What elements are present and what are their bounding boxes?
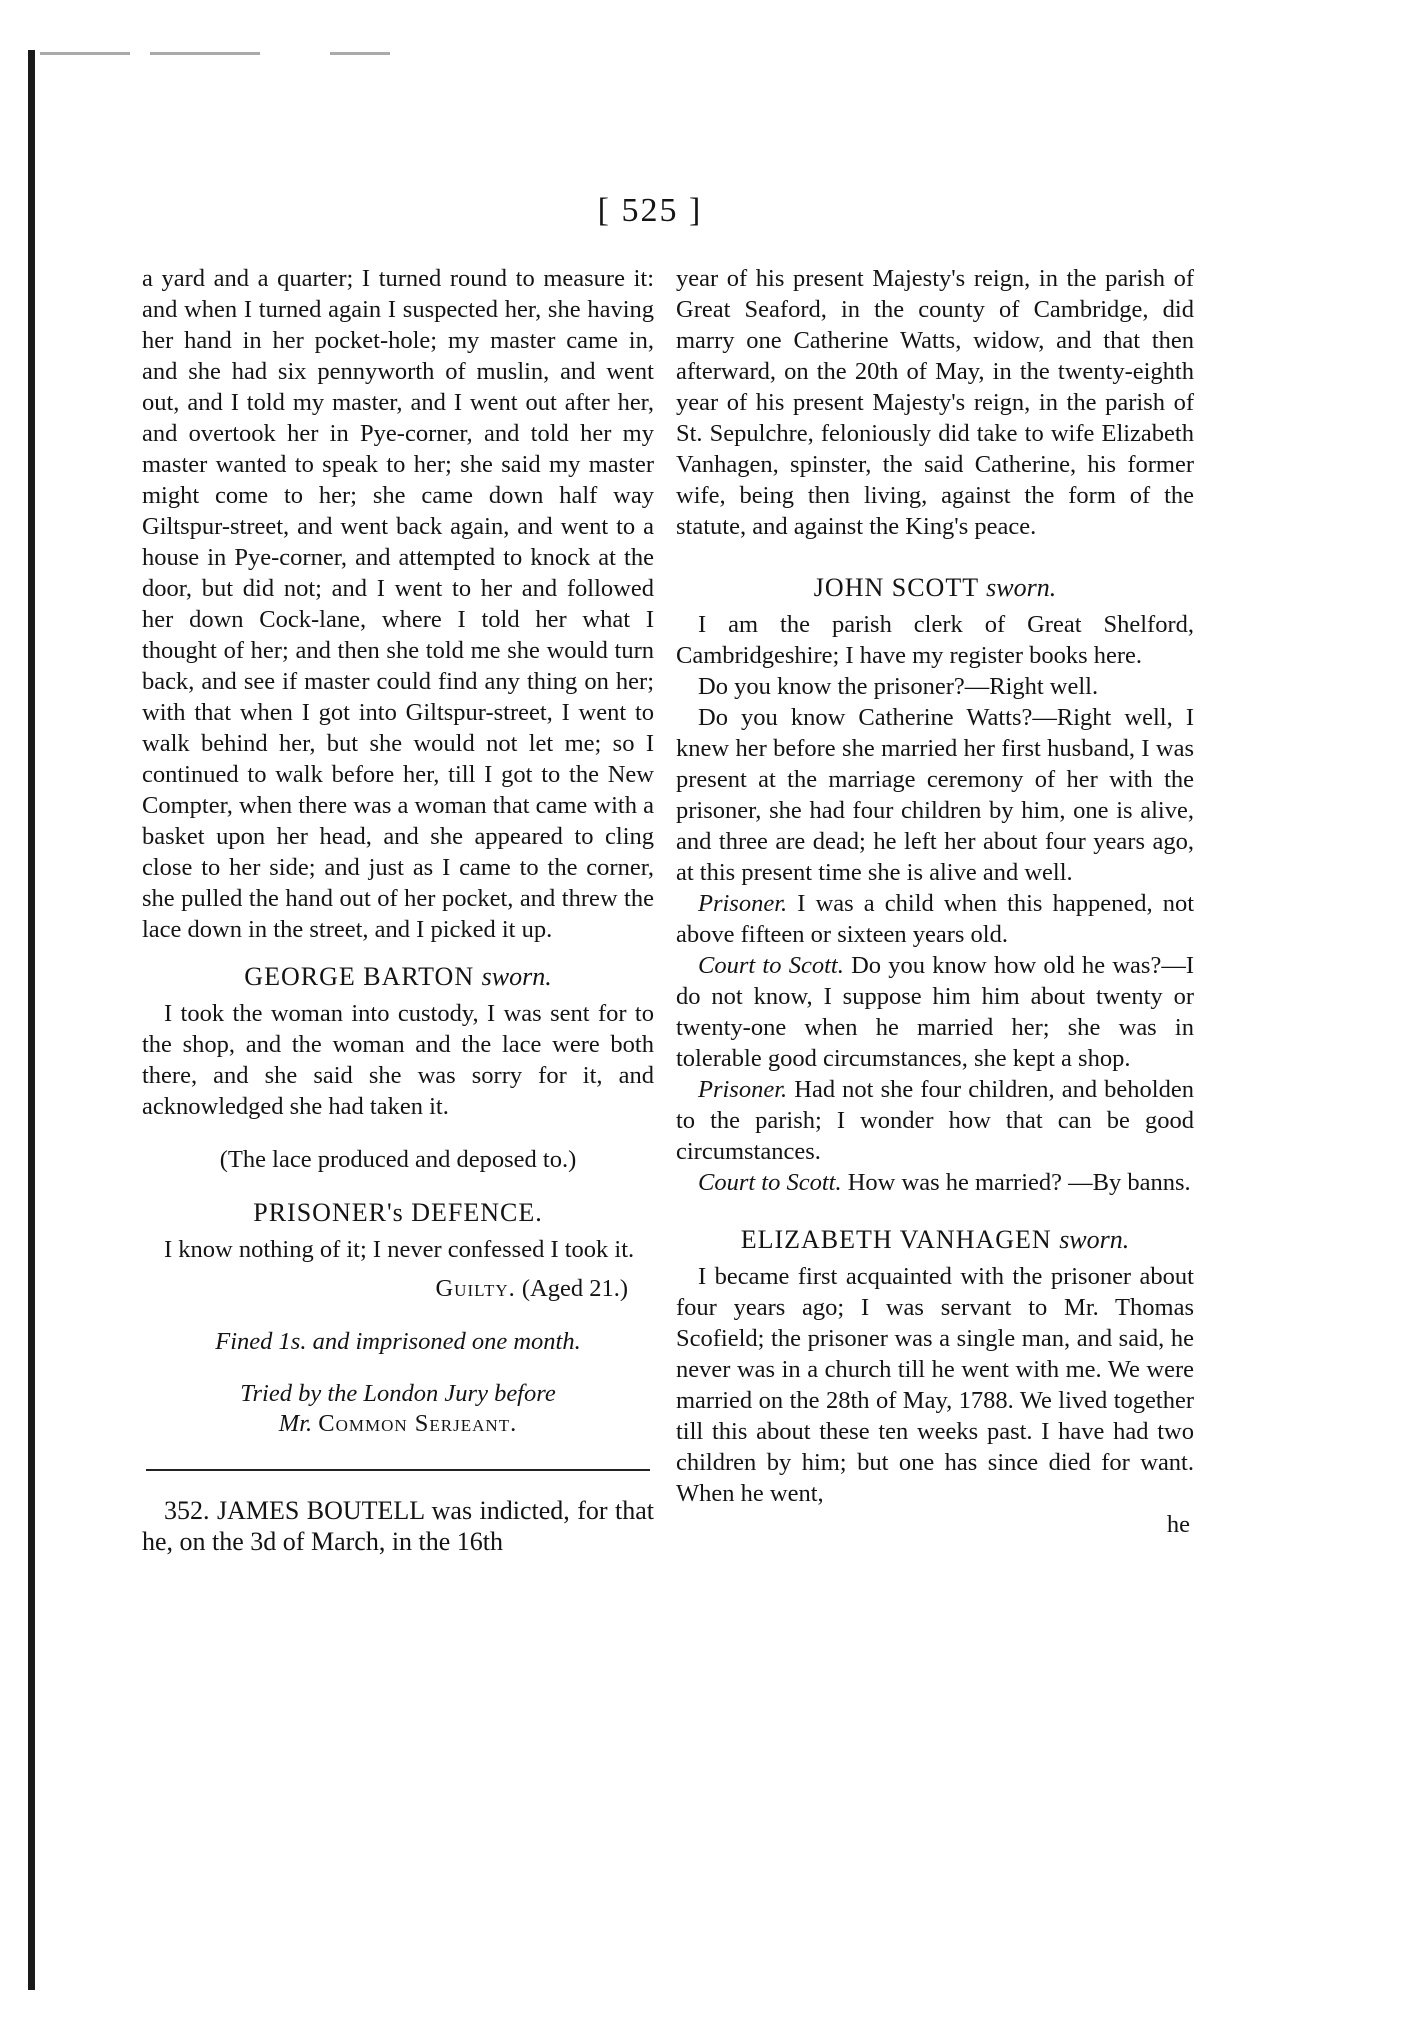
evidence-note: (The lace produced and deposed to.) [219,1146,577,1173]
tried-line [142,1409,654,1439]
prisoner-age: (Aged 21.) [521,1275,628,1302]
section-rule [146,1469,650,1471]
testimony-paragraph: I took the woman into custody, I was sent for to the shop, and the woman and the lace were both there, and she said she was sorry for it, and acknowledged she had taken it. [142,1000,654,1120]
witness-heading-barton [142,961,654,992]
speaker-label: Prisoner. [698,890,788,917]
witness-name: GEORGE BARTON [244,962,475,991]
left-column [142,263,654,1557]
speaker-label: Court to Scott. [698,1169,842,1196]
scan-binding-edge [28,50,35,1990]
defence-heading: PRISONER's DEFENCE. [253,1198,543,1227]
dialogue-paragraph [676,1167,1194,1198]
sworn-label: sworn. [1059,1225,1130,1254]
dialogue-text: How was he married? —By banns. [847,1169,1191,1196]
page-number: [ 525 ] [597,192,703,229]
dialogue-text: Had not she four children, and beholden to the parish; I wonder how that can be good circumstances. [676,1076,1194,1165]
testimony-paragraph: I became first acquainted with the prisoner about four years ago; I was servant to Mr. Thomas Scofield; the prisoner was a single man, and said, he never was in a church till he went with me. We were married on the 28th of May, 1788. We lived together till this about these ten weeks past. I have had two children by him; but one has since died for want. When he went, [676,1263,1194,1507]
testimony-paragraph: I am the parish clerk of Great Shelford, Cambridgeshire; I have my register books here. [676,611,1194,669]
scan-noise-mark [40,52,130,55]
dialogue-paragraph [676,888,1194,950]
catchword: he [1166,1511,1190,1538]
tried-line: Tried by the London Jury before [240,1380,556,1407]
tried-judge: Common Serjeant. [318,1410,518,1437]
sworn-label: sworn. [986,573,1057,602]
dialogue-text: Do you know how old he was?—I do not know, I suppose him him about twenty or twenty-one when he married her; she was in tolerable good circumstances, she kept a shop. [676,952,1194,1072]
testimony-paragraph: a yard and a quarter; I turned round to measure it: and when I turned again I suspected her, she having her hand in her pocket-hole; my master came in, and she had six pennyworth of muslin, and went out, and I told my master, and I went out after her, and overtook her in Pye-corner, and told her my master wanted to speak to her; she said my master might come to her; she came down half way Giltspur-street, and went back again, and went to a house in Pye-corner, and attempted to knock at the door, but did not; and I went to her and followed her down Cock-lane, where I told her what I thought of her; and then she told me she would turn back, and see if master could find any thing on her; with that when I got into Giltspur-street, I went to walk behind her, but she would not let me; so I continued to walk before her, till I got to the New Compter, when there was a woman that came with a basket upon her head, and she appeared to cling close to her side; and just as I came to the corner, she pulled the hand out of her pocket, and threw the lace down in the street, and I picked it up. [142,265,654,943]
scan-noise-mark [330,52,390,55]
dialogue-paragraph [676,950,1194,1074]
dialogue-text: I was a child when this happened, not above fifteen or sixteen years old. [676,890,1194,948]
testimony-paragraph: Do you know the prisoner?—Right well. [698,673,1099,700]
tried-note [142,1379,654,1439]
witness-heading-vanhagen [676,1224,1194,1255]
case-intro: 352. JAMES BOUTELL was indicted, for that he, on the 3d of March, in the 16th [142,1496,654,1556]
tried-title: Mr. [278,1410,313,1437]
witness-name: JOHN SCOTT [813,573,979,602]
verdict: Guilty. [435,1275,516,1302]
verdict-line [142,1273,654,1304]
witness-name: ELIZABETH VANHAGEN [740,1225,1052,1254]
speaker-label: Court to Scott. [698,952,844,979]
defence-text: I know nothing of it; I never confessed I took it. [164,1236,635,1263]
sentence: Fined 1s. and imprisoned one month. [215,1328,581,1355]
speaker-label: Prisoner. [698,1076,788,1103]
witness-heading-scott [676,572,1194,603]
scan-noise-mark [150,52,260,55]
testimony-paragraph: Do you know Catherine Watts?—Right well, I knew her before she married her first husband, I was present at the marriage ceremony of her with the prisoner, she had four children by him, one is alive, and three are dead; he left her about four years ago, at this present time she is alive and well. [676,704,1194,886]
right-column [676,263,1194,1540]
indictment-text: year of his present Majesty's reign, in the parish of Great Seaford, in the county of Cambridge, did marry one Catherine Watts, widow, and that then afterward, on the 20th of May, in the twenty-eighth year of his present Majesty's reign, in the parish of St. Sepulchre, feloniously did take to wife Elizabeth Vanhagen, spinster, the said Catherine, his former wife, being then living, against the form of the statute, and against the King's peace. [676,265,1194,540]
sworn-label: sworn. [481,962,552,991]
dialogue-paragraph [676,1074,1194,1167]
